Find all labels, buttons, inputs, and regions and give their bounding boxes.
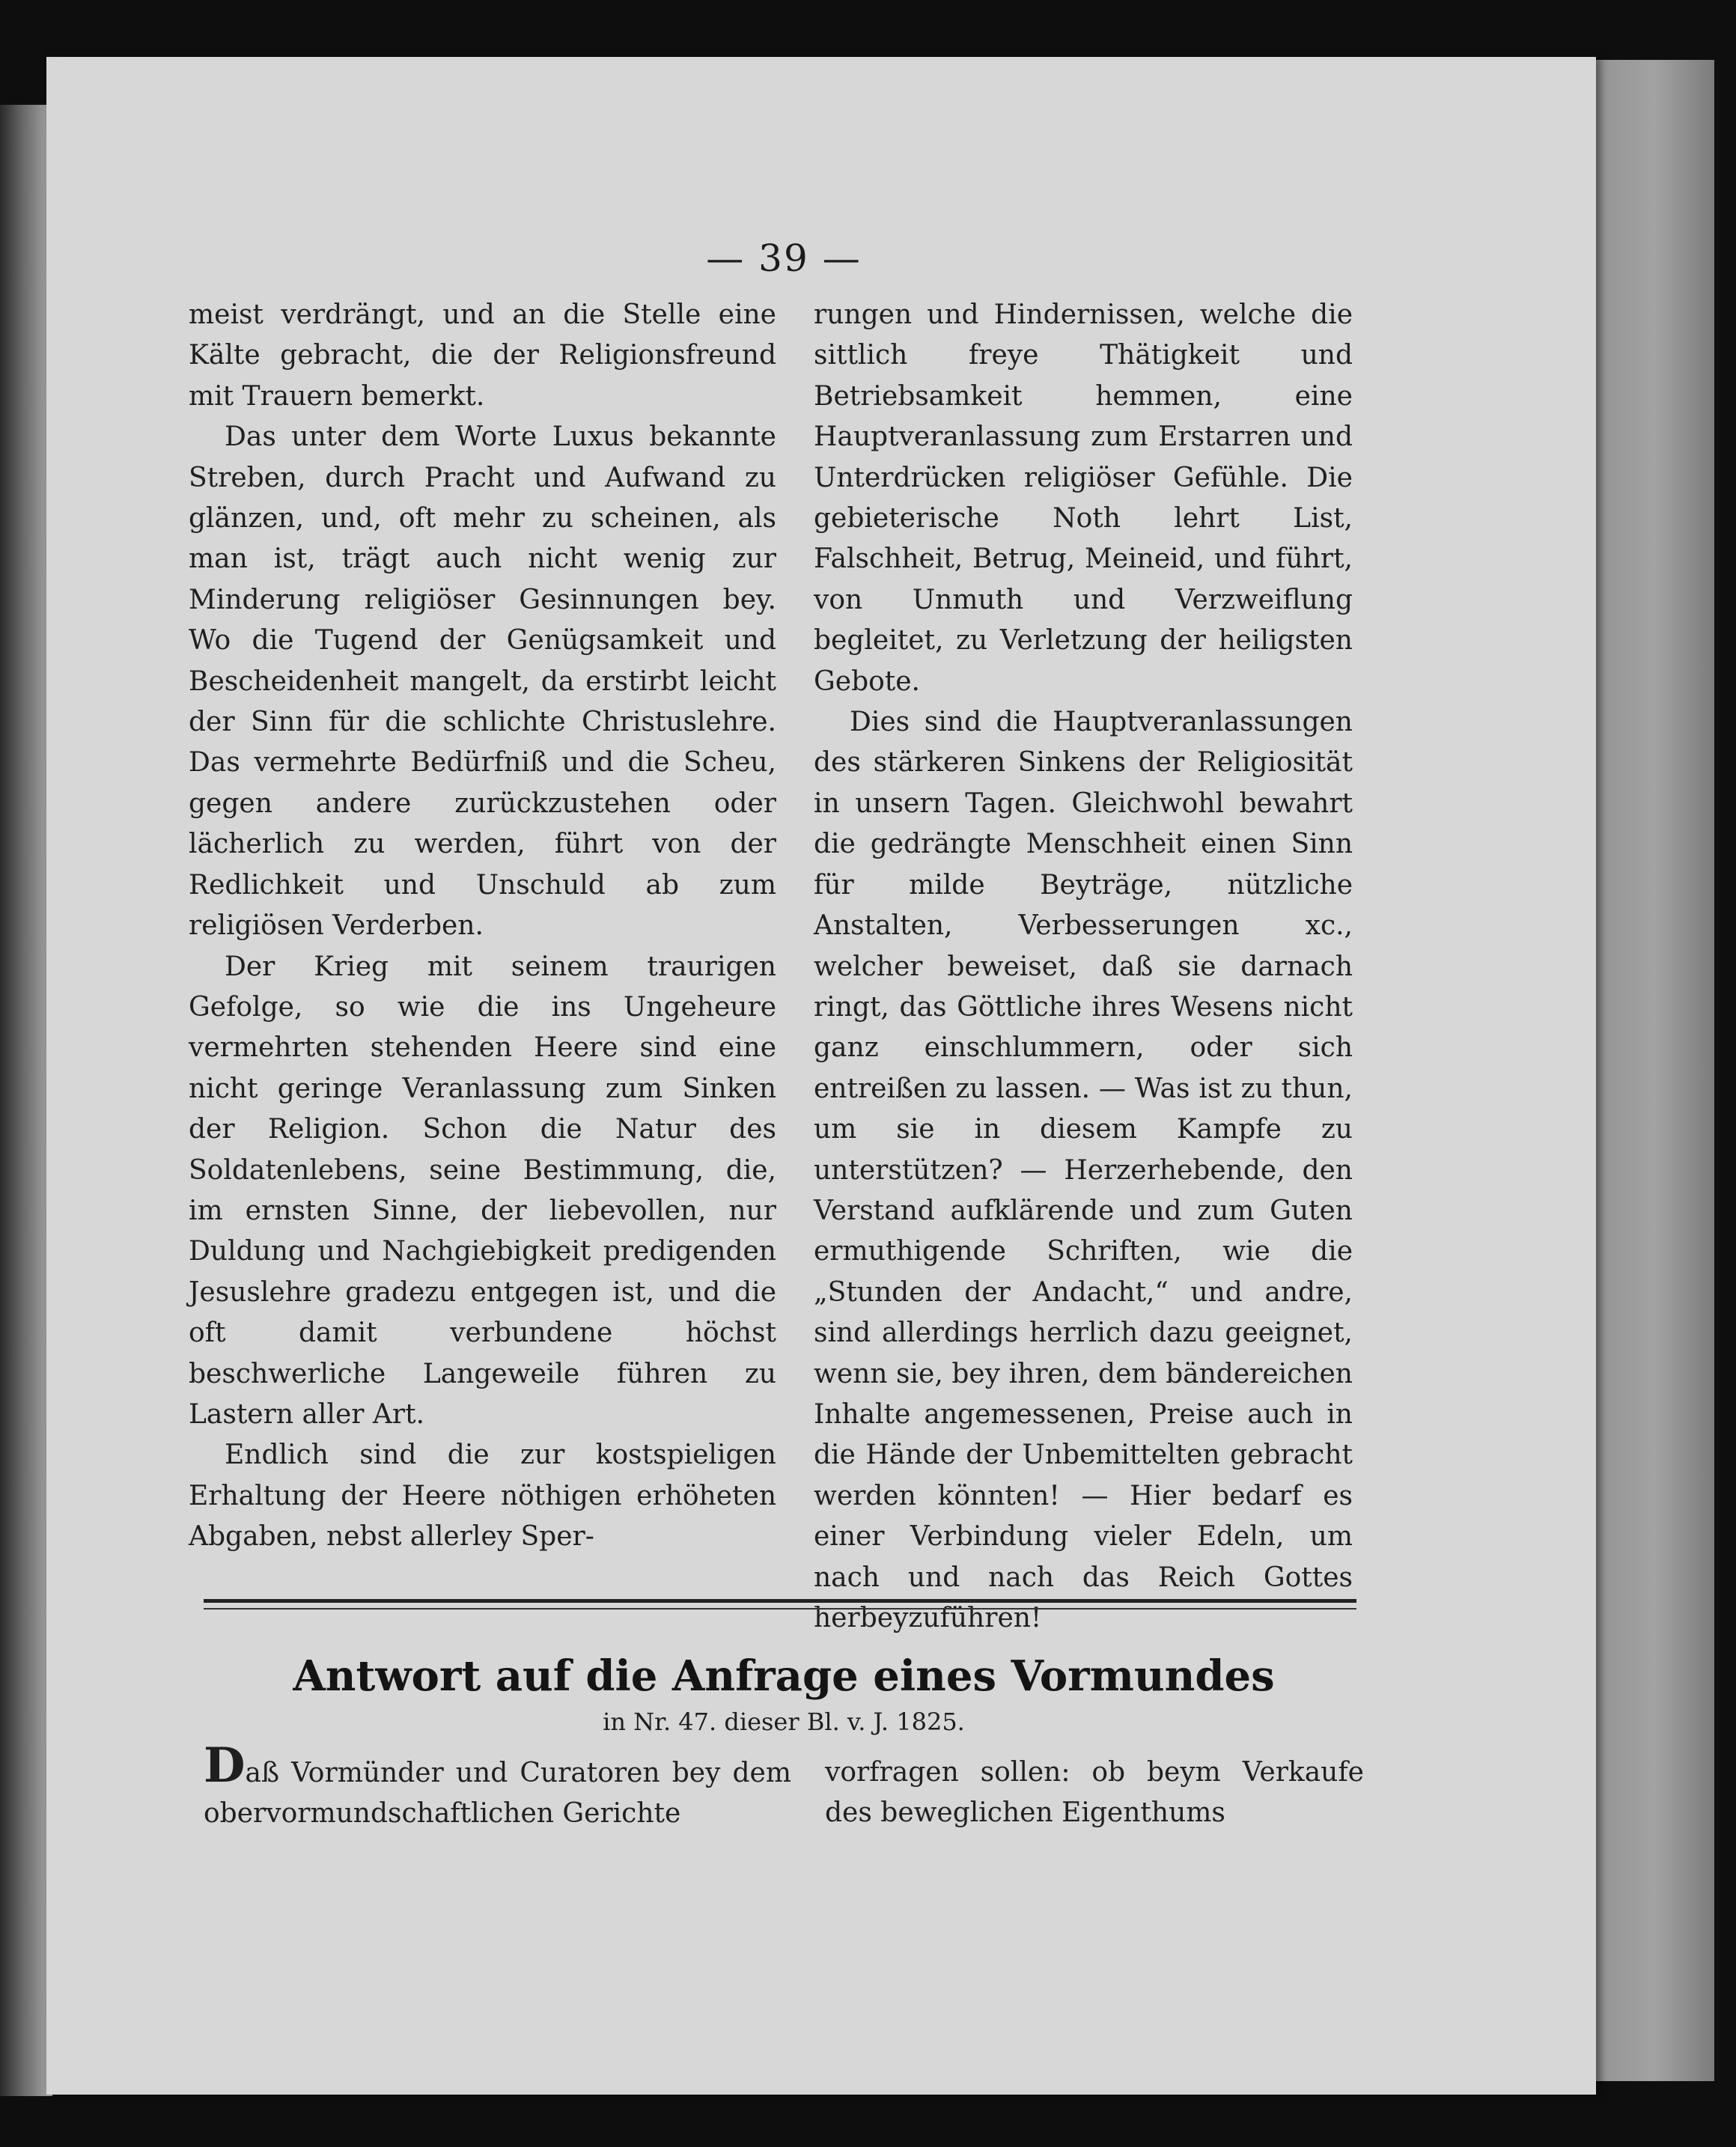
book-page (46, 57, 1596, 2095)
article-left-text: aß Vormünder und Curatoren bey dem obervormundschaftlichen Gerichte (204, 1758, 791, 1829)
left-paragraph-4: Endlich sind die zur kostspieligen Erhaltung der Heere nöthigen erhöheten Abgaben, nebst allerley Sper- (189, 1440, 776, 1553)
article-subtitle: in Nr. 47. dieser Bl. v. J. 1825. (603, 1708, 965, 1736)
article-right-text: vorfragen sollen: ob beym Verkaufe des beweglichen Eigenthums (825, 1757, 1364, 1828)
page-number: — 39 — (706, 237, 862, 280)
right-column (814, 295, 1353, 1639)
right-paragraph-2: Dies sind die Hauptveranlassungen des stärkeren Sinkens der Religiosität in unsern Tagen. Gleichwohl bewahrt die gedrängte Menschheit einen Sinn für milde Beyträge, nützliche Anstalten, Verbesserungen xc., welcher beweiset, daß sie darnach ringt, das Göttliche ihres Wesens nicht ganz einschlummern, oder sich entreißen zu lassen. — Was ist zu thun, um sie in diesem Kampfe zu unterstützen? — Herzerhebende, den Verstand aufklärende und zum Guten ermuthigende Schriften, wie die „Stunden der Andacht,“ und andre, sind allerdings herrlich dazu geeignet, wenn sie, bey ihren, dem bändereichen Inhalte angemessenen, Preise auch in die Hände der Unbemittelten gebracht werden könnten! — Hier bedarf es einer Verbindung vieler Edeln, um nach und nach das Reich Gottes herbeyzuführen! (814, 707, 1353, 1633)
article-right-column (825, 1752, 1364, 1833)
article-left-column (204, 1738, 791, 1834)
right-paragraph-1: rungen und Hindernissen, welche die sittlich freye Thätigkeit und Betriebsamkeit hemmen, eine Hauptveranlassung zum Erstarren und Unterdrücken religiöser Gefühle. Die gebieterische Noth lehrt List, Falschheit, Betrug, Meineid, und führt, von Unmuth und Verzweiflung begleitet, zu Verletzung der heiligsten Gebote. (814, 299, 1353, 697)
section-divider-thin (204, 1608, 1356, 1610)
book-spine-edge (0, 105, 52, 2096)
left-paragraph-3: Der Krieg mit seinem traurigen Gefolge, so wie die ins Ungeheure vermehrten stehenden Heere sind eine nicht geringe Veranlassung zum Sinken der Religion. Schon die Natur des Soldatenlebens, seine Bestimmung, die, im ernsten Sinne, der liebevollen, nur Duldung und Nachgiebigkeit predigenden Jesuslehre gradezu entgegen ist, und die oft damit verbundene höchst beschwerliche Langeweile führen zu Lastern aller Art. (189, 951, 776, 1430)
left-paragraph-2: Das unter dem Worte Luxus bekannte Streben, durch Pracht und Aufwand zu glänzen, und, oft mehr zu scheinen, als man ist, trägt auch nicht wenig zur Minderung religiöser Gesinnungen bey. Wo die Tugend der Genügsamkeit und Bescheidenheit mangelt, da erstirbt leicht der Sinn für die schlichte Christuslehre. Das vermehrte Bedürfniß und die Scheu, gegen andere zurückzustehen oder lächerlich zu werden, führt von der Redlichkeit und Unschuld ab zum religiösen Verderben. (189, 421, 776, 942)
left-column (189, 295, 776, 1558)
drop-cap: D (204, 1738, 246, 1794)
article-title: Antwort auf die Anfrage eines Vormundes (293, 1651, 1275, 1701)
section-divider (204, 1599, 1356, 1603)
left-paragraph-1: meist verdrängt, und an die Stelle eine Kälte gebracht, die der Religionsfreund mit Trauern bemerkt. (189, 299, 776, 412)
